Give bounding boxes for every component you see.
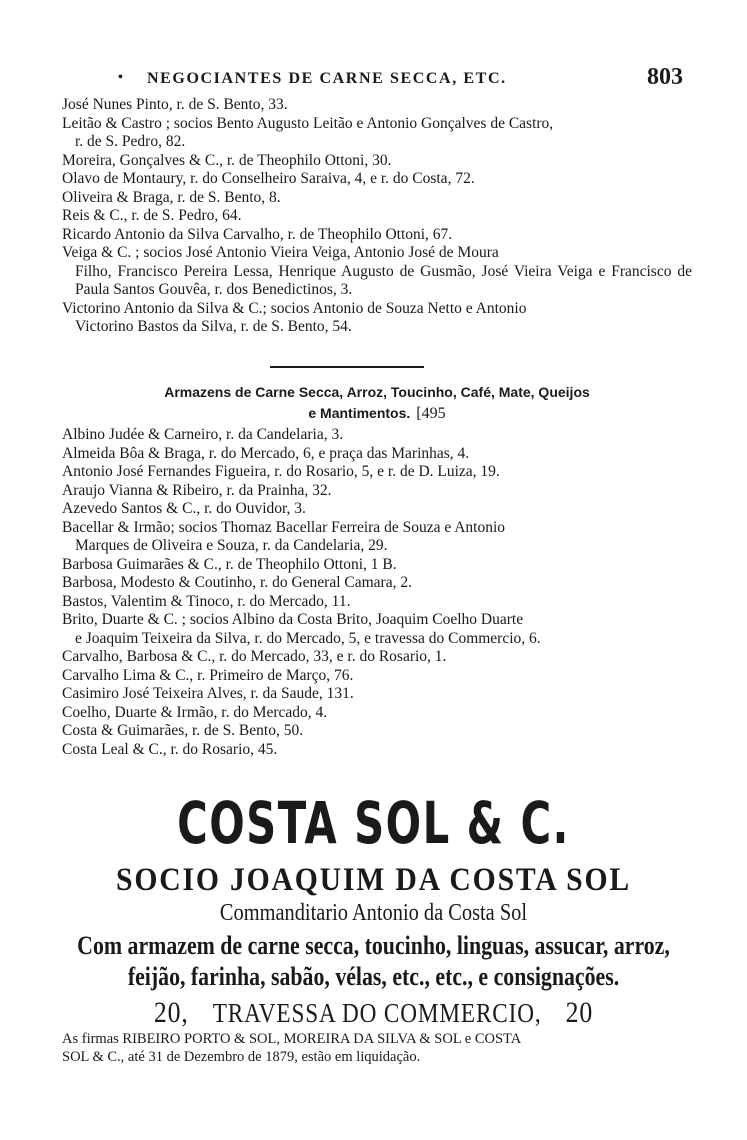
ad-description-line2: feijão, farinha, sabão, vélas, etc., etc., e consignações. bbox=[127, 962, 620, 991]
merchant-entry-text: Moreira, Gonçalves & C., r. de Theophilo Ottoni, 30. bbox=[62, 151, 392, 169]
merchant-entry bbox=[62, 704, 692, 723]
merchant-entry bbox=[62, 300, 692, 337]
running-head bbox=[0, 64, 747, 94]
merchant-entry bbox=[62, 445, 692, 464]
ad-sleeping-partner: Commanditario Antonio da Costa Sol bbox=[219, 900, 528, 926]
merchant-entry-text: José Nunes Pinto, r. de S. Bento, 33. bbox=[62, 96, 288, 113]
merchant-entry bbox=[62, 611, 692, 648]
merchant-entry-continuation: Filho, Francisco Pereira Lessa, Henrique Augusto de Gusmão, José Vieira Veiga e Francisco de Paula Santos Gouvêa, r. dos Benedictinos, 3. bbox=[75, 262, 692, 298]
merchant-entry bbox=[62, 519, 692, 556]
merchant-entry-text: Almeida Bôa & Braga, r. do Mercado, 6, e praça das Marinhas, 4. bbox=[62, 444, 470, 462]
ad-note-line2: SOL & C., até 31 de Dezembro de 1879, estão em liquidação. bbox=[62, 1049, 421, 1065]
ad-partner: SOCIO JOAQUIM DA COSTA SOL bbox=[116, 862, 631, 898]
merchant-entry-text: Brito, Duarte & C. ; socios Albino da Costa Brito, Joaquim Coelho Duarte bbox=[62, 611, 524, 628]
merchant-entry bbox=[62, 244, 692, 300]
merchant-entry bbox=[62, 115, 692, 152]
merchant-entry-text: Costa Leal & C., r. do Rosario, 45. bbox=[62, 740, 278, 758]
merchant-entry-text: Olavo de Montaury, r. do Conselheiro Saraiva, 4, e r. do Costa, 72. bbox=[62, 170, 475, 187]
merchant-entry-text: Albino Judée & Carneiro, r. da Candelaria, 3. bbox=[62, 426, 344, 443]
merchant-entry bbox=[62, 170, 692, 189]
page-number: 803 bbox=[647, 64, 683, 90]
merchant-entry-continuation: e Joaquim Teixeira da Silva, r. do Mercado, 5, e travessa do Commercio, 6. bbox=[75, 629, 541, 647]
merchant-entry bbox=[62, 741, 692, 760]
ad-note-line1: As firmas RIBEIRO PORTO & SOL, MOREIRA DA SILVA & SOL e COSTA bbox=[62, 1031, 522, 1047]
merchant-entry-text: Antonio José Fernandes Figueira, r. do Rosario, 5, e r. de D. Luiza, 19. bbox=[62, 463, 500, 480]
merchant-entry bbox=[62, 96, 692, 115]
merchant-entry bbox=[62, 189, 692, 208]
merchant-entry bbox=[62, 152, 692, 171]
merchant-entry bbox=[62, 722, 692, 741]
merchant-entry bbox=[62, 207, 692, 226]
merchant-entry-text: Bastos, Valentim & Tinoco, r. do Mercado, 11. bbox=[62, 592, 351, 610]
merchant-entry bbox=[62, 593, 692, 612]
merchant-entry bbox=[62, 426, 692, 445]
bullet-mark: • bbox=[118, 70, 123, 85]
merchant-entry-text: Coelho, Duarte & Irmão, r. do Mercado, 4. bbox=[62, 703, 328, 721]
merchant-entry bbox=[62, 556, 692, 575]
merchant-entry-continuation: Victorino Bastos da Silva, r. de S. Bento, 54. bbox=[75, 318, 352, 335]
merchant-entry-text: Veiga & C. ; socios José Antonio Vieira Veiga, Antonio José de Moura bbox=[62, 244, 499, 261]
merchant-entry bbox=[62, 463, 692, 482]
ad-address-number-right: 20 bbox=[565, 996, 594, 1029]
merchant-entry-text: Reis & C., r. de S. Pedro, 64. bbox=[62, 207, 242, 224]
section-heading-line2: e Mantimentos. bbox=[308, 405, 411, 421]
section-divider bbox=[270, 366, 424, 368]
ad-address bbox=[52, 994, 694, 1032]
section-heading bbox=[62, 382, 692, 424]
merchant-entry-text: Oliveira & Braga, r. de S. Bento, 8. bbox=[62, 188, 281, 206]
section-heading-line1: Armazens de Carne Secca, Arroz, Toucinho, Café, Mate, Queijos bbox=[164, 384, 590, 400]
merchant-list-section1 bbox=[62, 96, 692, 337]
merchant-entry-text: Carvalho Lima & C., r. Primeiro de Março, 76. bbox=[62, 666, 354, 684]
merchant-entry bbox=[62, 667, 692, 686]
merchant-entry-text: Ricardo Antonio da Silva Carvalho, r. de Theophilo Ottoni, 67. bbox=[62, 225, 453, 243]
merchant-entry-text: Azevedo Santos & C., r. do Ouvidor, 3. bbox=[62, 500, 306, 517]
merchant-entry-text: Barbosa Guimarães & C., r. de Theophilo Ottoni, 1 B. bbox=[62, 555, 397, 573]
ad-address-street: TRAVESSA DO COMMERCIO, bbox=[212, 998, 542, 1028]
merchant-entry-text: Casimiro José Teixeira Alves, r. da Saude, 131. bbox=[62, 685, 354, 702]
ad-firm-name: COSTA SOL & C. bbox=[177, 789, 570, 857]
merchant-entry bbox=[62, 648, 692, 667]
ad-note bbox=[62, 1030, 692, 1066]
merchant-entry bbox=[62, 685, 692, 704]
merchant-entry bbox=[62, 500, 692, 519]
merchant-entry-text: Leitão & Castro ; socios Bento Augusto Leitão e Antonio Gonçalves de Castro, bbox=[62, 114, 554, 132]
merchant-entry bbox=[62, 574, 692, 593]
merchant-entry-continuation: r. de S. Pedro, 82. bbox=[75, 133, 186, 150]
merchant-entry-text: Carvalho, Barbosa & C., r. do Mercado, 33, e r. do Rosario, 1. bbox=[62, 648, 447, 665]
merchant-list-section2 bbox=[62, 426, 692, 759]
merchant-entry-text: Barbosa, Modesto & Coutinho, r. do General Camara, 2. bbox=[62, 574, 412, 591]
merchant-entry bbox=[62, 482, 692, 501]
section-heading-line2-wrap bbox=[62, 403, 692, 424]
merchant-entry-continuation: Marques de Oliveira e Souza, r. da Candelaria, 29. bbox=[75, 537, 388, 554]
ad-description-line1: Com armazem de carne secca, toucinho, linguas, assucar, arroz, bbox=[77, 931, 670, 960]
ad-address-number-left: 20, bbox=[153, 996, 189, 1029]
section-heading-number: [495 bbox=[416, 405, 446, 422]
merchant-entry-text: Victorino Antonio da Silva & C.; socios Antonio de Souza Netto e Antonio bbox=[62, 299, 527, 317]
merchant-entry bbox=[62, 226, 692, 245]
merchant-entry-text: Bacellar & Irmão; socios Thomaz Bacellar Ferreira de Souza e Antonio bbox=[62, 518, 506, 536]
running-title: NEGOCIANTES DE CARNE SECCA, ETC. bbox=[147, 70, 507, 87]
merchant-entry-text: Costa & Guimarães, r. de S. Bento, 50. bbox=[62, 722, 304, 739]
merchant-entry-text: Araujo Vianna & Ribeiro, r. da Prainha, 32. bbox=[62, 481, 332, 499]
